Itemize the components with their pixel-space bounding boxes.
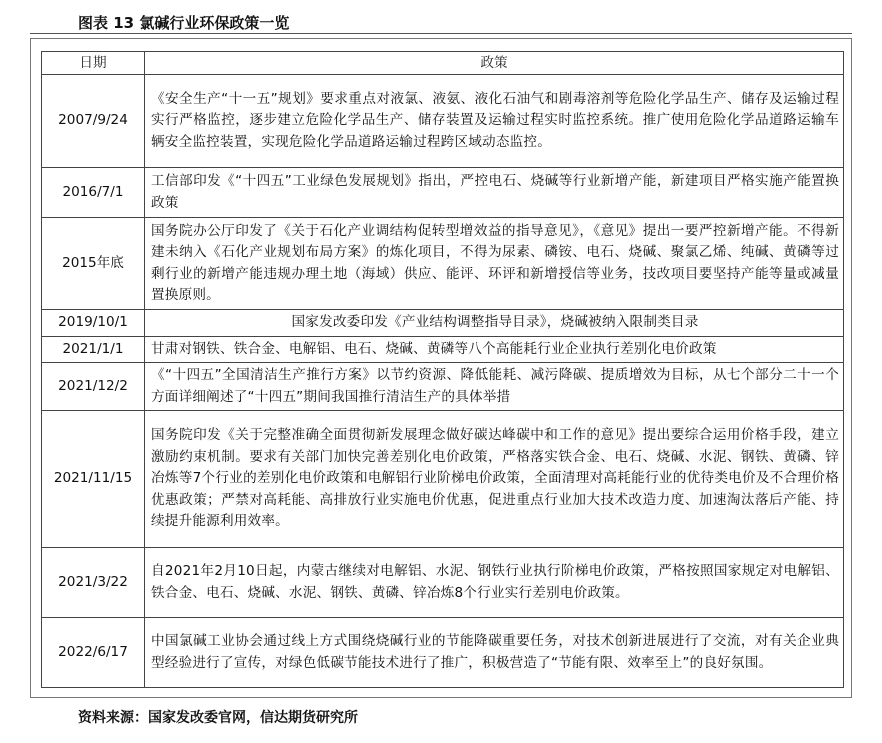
header-date: 日期 [42, 52, 145, 75]
row-policy: 国家发改委印发《产业结构调整指导目录》，烧碱被纳入限制类目录 [145, 310, 844, 337]
row-date: 2021/11/15 [42, 411, 145, 548]
table-row [42, 168, 844, 218]
table-header-row [42, 52, 844, 75]
row-date: 2021/1/1 [42, 336, 145, 363]
row-date: 2007/9/24 [42, 75, 145, 168]
table-row [42, 75, 844, 168]
row-date: 2016/7/1 [42, 168, 145, 218]
row-policy: 中国氯碱工业协会通过线上方式围绕烧碱行业的节能降碳重要任务，对技术创新进展进行了交流，对有关企业典型经验进行了宣传，对绿色低碳节能技术进行了推广，积极营造了“节能有限、效率至上”的良好氛围。 [145, 618, 844, 688]
row-policy: 工信部印发《“十四五”工业绿色发展规划》指出，严控电石、烧碱等行业新增产能，新建项目严格实施产能置换政策 [145, 168, 844, 218]
row-policy: 《安全生产“十一五”规划》要求重点对液氯、液氨、液化石油气和剧毒溶剂等危险化学品生产、储存及运输过程实行严格监控，逐步建立危险化学品生产、储存装置及运输过程实时监控系统。推广使用危险化学品道路运输车辆安全监控装置，实现危险化学品道路运输过程跨区域动态监控。 [145, 75, 844, 168]
row-date: 2019/10/1 [42, 310, 145, 337]
row-policy: 自2021年2月10日起，内蒙古继续对电解铝、水泥、钢铁行业执行阶梯电价政策，严格按照国家规定对电解铝、铁合金、电石、烧碱、水泥、钢铁、黄磷、锌冶炼8个行业实行差别电价政策。 [145, 548, 844, 618]
table-row [42, 310, 844, 337]
row-date: 2021/3/22 [42, 548, 145, 618]
row-policy: 甘肃对钢铁、铁合金、电解铝、电石、烧碱、黄磷等八个高能耗行业企业执行差别化电价政策 [145, 336, 844, 363]
header-policy: 政策 [145, 52, 844, 75]
table-row [42, 363, 844, 411]
table-row [42, 336, 844, 363]
row-policy: 国务院印发《关于完整准确全面贯彻新发展理念做好碳达峰碳中和工作的意见》提出要综合运用价格手段，建立激励约束机制。要求有关部门加快完善差别化电价政策，严格落实铁合金、电石、烧碱、水泥、钢铁、黄磷、锌冶炼等7个行业的差别化电价政策和电解铝行业阶梯电价政策，全面清理对高耗能行业的优待类电价及不合理价格优惠政策；严禁对高耗能、高排放行业实施电价优惠，促进重点行业加大技术改造力度、加速淘汰落后产能、持续提升能源利用效率。 [145, 411, 844, 548]
clipped-previous-heading [30, 0, 330, 4]
source-note: 资料来源：国家发改委官网，信达期货研究所 [78, 710, 358, 726]
table-row [42, 218, 844, 310]
row-policy: 国务院办公厅印发了《关于石化产业调结构促转型增效益的指导意见》，《意见》提出一要严控新增产能。不得新建未纳入《石化产业规划布局方案》的炼化项目，不得为尿素、磷铵、电石、烧碱、聚氯乙烯、纯碱、黄磷等过剩行业的新增产能违规办理土地（海域）供应、能评、环评和新增授信等业务，技改项目要坚持产能等量或减量置换原则。 [145, 218, 844, 310]
row-policy: 《“十四五”全国清洁生产推行方案》以节约资源、降低能耗、减污降碳、提质增效为目标，从七个部分二十一个方面详细阐述了“十四五”期间我国推行清洁生产的具体举措 [145, 363, 844, 411]
title-divider [30, 33, 852, 34]
policy-table [41, 51, 844, 688]
row-date: 2015年底 [42, 218, 145, 310]
table-row [42, 548, 844, 618]
figure-title: 图表 13 氯碱行业环保政策一览 [78, 14, 290, 32]
table-row [42, 411, 844, 548]
table-row [42, 618, 844, 688]
row-date: 2022/6/17 [42, 618, 145, 688]
row-date: 2021/12/2 [42, 363, 145, 411]
